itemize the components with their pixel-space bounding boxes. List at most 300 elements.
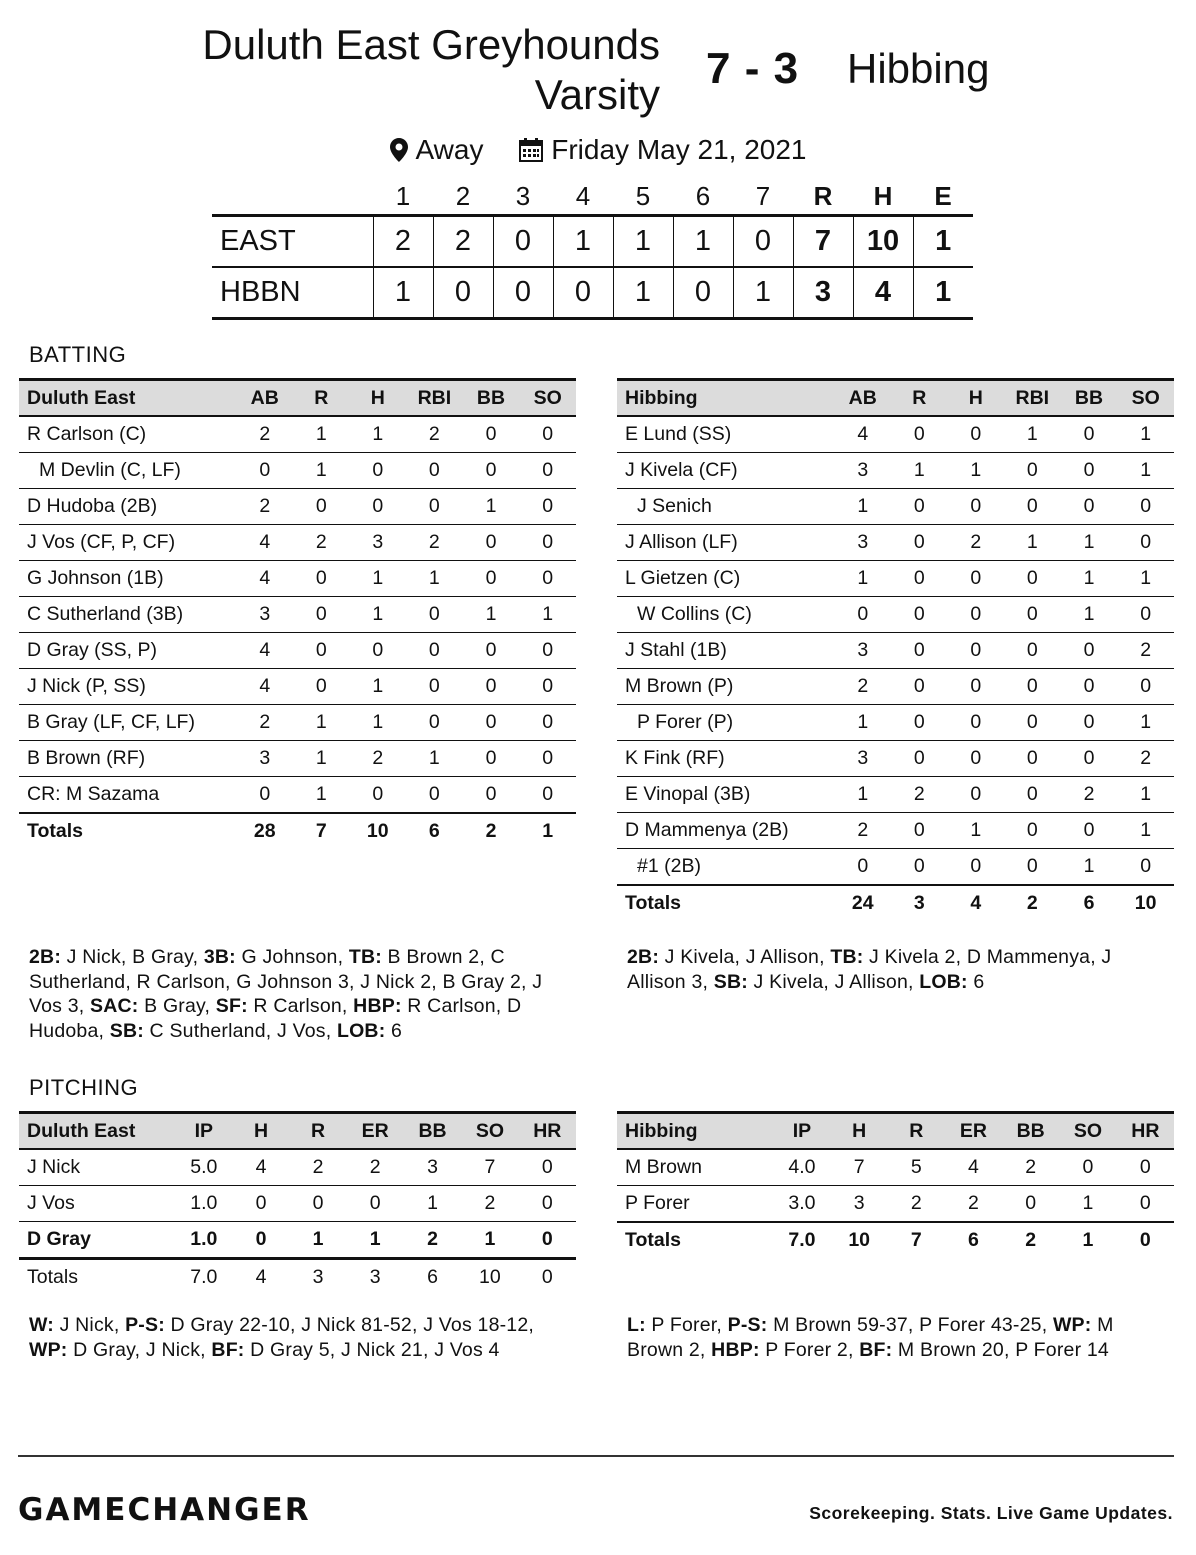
stat-cell: 0: [1004, 669, 1061, 705]
stat-cell: 0: [406, 633, 463, 669]
player-name: B Gray (LF, CF, LF): [19, 705, 236, 741]
stat-cell: 0: [1117, 669, 1174, 705]
line-score-header-4: 4: [575, 180, 591, 211]
note-text: M Brown 2,: [627, 1314, 1114, 1361]
stat-cell: 0: [1117, 1186, 1174, 1223]
stat-cell: 2: [236, 489, 293, 525]
table-row: [617, 669, 1174, 705]
stat-cell: 1: [1004, 525, 1061, 561]
table-row: [617, 1149, 1174, 1186]
table-row: [19, 525, 576, 561]
player-name: J Nick: [19, 1149, 175, 1186]
stat-cell: 2: [945, 1186, 1002, 1223]
home-team-line2: Varsity: [534, 71, 660, 118]
stat-cell: 1: [1117, 705, 1174, 741]
stat-cell: 0: [293, 669, 349, 705]
totals-row: [19, 1259, 576, 1296]
table-header-row: [19, 380, 576, 417]
stat-cell: 0: [891, 813, 947, 849]
stat-cell: 0: [891, 741, 947, 777]
player-name: D Hudoba (2B): [19, 489, 236, 525]
table-team-header: Hibbing: [617, 1113, 773, 1150]
stat-cell: 0: [519, 741, 576, 777]
stat-cell: 0: [948, 489, 1004, 525]
note-label: 3B:: [203, 946, 236, 968]
note-label: HBP:: [711, 1338, 760, 1361]
totals-cell: 7.0: [190, 1266, 218, 1288]
batting-table-away: [617, 378, 1174, 921]
stat-cell: 0: [463, 416, 520, 453]
stat-cell: 0: [463, 525, 520, 561]
column-header-hr: HR: [1117, 1113, 1174, 1150]
stat-cell: 1: [1117, 453, 1174, 489]
footer-tagline: Scorekeeping. Stats. Live Game Updates.: [809, 1503, 1173, 1523]
player-name: J Stahl (1B): [617, 633, 834, 669]
column-header-r: R: [293, 380, 349, 417]
totals-row: [617, 1222, 1174, 1258]
note-text: 6: [967, 970, 985, 993]
totals-cell: 6: [406, 813, 463, 849]
table-row: [19, 669, 576, 705]
totals-cell: 28: [236, 813, 293, 849]
table-row: [617, 561, 1174, 597]
note-text: D Gray, J Nick,: [67, 1338, 212, 1361]
note-text: B Brown 2, C Sutherland, R Carlson, G Johnson 3, J Nick 2, B Gray 2, J Vos 3,: [29, 946, 543, 1017]
player-name: J Vos: [19, 1186, 175, 1222]
stat-cell: 1: [349, 597, 406, 633]
totals-cell: 3: [891, 885, 947, 921]
stat-cell: 3: [831, 1186, 888, 1223]
totals-cell: 10: [479, 1266, 501, 1288]
pitching-notes-home: [29, 1313, 549, 1362]
table-header-row: [617, 1113, 1174, 1150]
note-text: M Brown 59-37, P Forer 43-25,: [767, 1314, 1053, 1336]
column-header-er: ER: [945, 1113, 1002, 1150]
stat-cell: 4.0: [773, 1149, 830, 1186]
stat-cell: 3: [349, 525, 406, 561]
stat-cell: 0: [463, 669, 520, 705]
totals-cell: 6: [427, 1266, 438, 1288]
inning-runs: 0: [493, 216, 553, 268]
note-label: P-S:: [727, 1314, 768, 1336]
column-header-hr: HR: [519, 1113, 576, 1150]
batting-title: BATTING: [29, 342, 127, 367]
stat-cell: 1: [293, 777, 349, 814]
stat-cell: 0: [349, 453, 406, 489]
stat-cell: 1: [1117, 813, 1174, 849]
line-score-team-header: [212, 178, 373, 216]
inning-runs: 2: [373, 216, 433, 268]
stat-cell: 0: [236, 777, 293, 814]
stat-cell: 0: [293, 489, 349, 525]
totals-label: Totals: [19, 813, 236, 849]
batting-table-home: [19, 378, 576, 849]
inning-runs: 1: [673, 216, 733, 268]
stat-cell: 0: [232, 1186, 289, 1222]
table-row: [617, 813, 1174, 849]
stat-cell: 1: [463, 597, 520, 633]
stat-cell: 1: [293, 453, 349, 489]
stat-cell: 2: [888, 1186, 945, 1223]
note-label: WP:: [1052, 1314, 1092, 1336]
player-name: B Brown (RF): [19, 741, 236, 777]
note-label: BF:: [211, 1338, 245, 1361]
line-score-header-2: 2: [455, 180, 471, 211]
totals-cell: 0: [1117, 1222, 1174, 1258]
note-text: R Carlson,: [247, 995, 354, 1017]
stat-cell: 4: [236, 669, 293, 705]
player-name: D Gray (SS, P): [19, 633, 236, 669]
stat-cell: 1: [1117, 561, 1174, 597]
stat-cell: 0: [349, 777, 406, 814]
stat-cell: 0: [1004, 705, 1061, 741]
column-header-er: ER: [347, 1113, 404, 1150]
stat-cell: 1: [834, 561, 891, 597]
stat-cell: 0: [406, 669, 463, 705]
stat-cell: 0: [463, 741, 520, 777]
totals-cell: 6: [945, 1222, 1002, 1258]
stat-cell: 1: [293, 741, 349, 777]
player-name: D Gray: [19, 1222, 175, 1259]
line-score-team: EAST: [212, 216, 373, 268]
column-header-ab: AB: [236, 380, 293, 417]
note-label: TB:: [830, 946, 864, 968]
stat-cell: 0: [1061, 669, 1118, 705]
stat-cell: 0: [406, 489, 463, 525]
line-score-total-r: 3: [793, 267, 853, 319]
pitching-title: PITCHING: [29, 1075, 139, 1100]
stat-cell: 1: [834, 489, 891, 525]
line-score-header-7: 7: [755, 180, 771, 211]
pitching-table-away: [617, 1111, 1174, 1258]
note-text: D Gray 5, J Nick 21, J Vos 4: [244, 1338, 500, 1361]
stat-cell: 1.0: [175, 1222, 232, 1259]
stat-cell: 1: [834, 705, 891, 741]
footer-divider: [18, 1455, 1174, 1457]
stat-cell: 1: [891, 453, 947, 489]
stat-cell: 2: [1061, 777, 1118, 813]
date-text: Friday May 21, 2021: [551, 133, 807, 165]
totals-label: Totals: [617, 1222, 773, 1258]
column-header-bb: BB: [404, 1113, 461, 1150]
stat-cell: 0: [293, 561, 349, 597]
player-name: J Allison (LF): [617, 525, 834, 561]
stat-cell: 0: [236, 453, 293, 489]
stat-cell: 1: [406, 741, 463, 777]
note-text: J Kivela 2, D Mammenya, J Allison 3,: [627, 946, 1112, 993]
stat-cell: 0: [891, 669, 947, 705]
stat-cell: 1: [347, 1222, 404, 1259]
pitching-notes-away: [627, 1313, 1172, 1362]
stat-cell: 5.0: [175, 1149, 232, 1186]
player-name: M Devlin (C, LF): [19, 453, 236, 489]
stat-cell: 2: [1117, 633, 1174, 669]
player-name: #1 (2B): [617, 849, 834, 886]
note-label: BF:: [859, 1338, 893, 1361]
stat-cell: 0: [1061, 416, 1118, 453]
line-score-total-e: 1: [913, 267, 973, 319]
table-row: [19, 597, 576, 633]
totals-cell: 1: [1059, 1222, 1116, 1258]
table-row: [617, 453, 1174, 489]
note-label: L:: [627, 1314, 646, 1336]
column-header-rbi: RBI: [406, 380, 463, 417]
inning-runs: 0: [553, 267, 613, 319]
stat-cell: 2: [347, 1149, 404, 1186]
column-header-bb: BB: [463, 380, 520, 417]
stat-cell: 0: [232, 1222, 289, 1259]
stat-cell: 0: [406, 453, 463, 489]
stat-cell: 0: [1117, 597, 1174, 633]
stat-cell: 0: [519, 633, 576, 669]
stat-cell: 2: [293, 525, 349, 561]
stat-cell: 1: [406, 561, 463, 597]
line-score-total-r: 7: [793, 216, 853, 268]
stat-cell: 0: [463, 633, 520, 669]
player-name: J Kivela (CF): [617, 453, 834, 489]
table-row: [19, 705, 576, 741]
stat-cell: 3: [834, 525, 891, 561]
player-name: E Lund (SS): [617, 416, 834, 453]
table-row: [19, 1222, 576, 1259]
stat-cell: 2: [834, 813, 891, 849]
column-header-h: H: [948, 380, 1004, 417]
totals-cell: 24: [834, 885, 891, 921]
player-name: R Carlson (C): [19, 416, 236, 453]
pitching-table-home: [19, 1111, 576, 1295]
totals-cell: 0: [541, 1266, 553, 1288]
inning-runs: 0: [433, 267, 493, 319]
stat-cell: 0: [891, 597, 947, 633]
totals-cell: 1: [519, 813, 576, 849]
note-text: R Carlson, D Hudoba,: [29, 995, 522, 1042]
stat-cell: 1: [834, 777, 891, 813]
totals-cell: 7: [888, 1222, 945, 1258]
stat-cell: 4: [834, 416, 891, 453]
note-label: TB:: [348, 946, 382, 968]
stat-cell: 0: [519, 669, 576, 705]
stat-cell: 0: [519, 777, 576, 814]
totals-cell: 7.0: [773, 1222, 830, 1258]
player-name: J Vos (CF, P, CF): [19, 525, 236, 561]
player-name: G Johnson (1B): [19, 561, 236, 597]
table-team-header: Duluth East: [19, 380, 236, 417]
stat-cell: 0: [1117, 849, 1174, 886]
line-score-header-h: H: [873, 180, 893, 211]
totals-cell: 7: [293, 813, 349, 849]
note-text: B Gray,: [138, 995, 216, 1017]
note-text: M Brown 20, P Forer 14: [892, 1338, 1109, 1361]
player-name: L Gietzen (C): [617, 561, 834, 597]
player-name: C Sutherland (3B): [19, 597, 236, 633]
stat-cell: 0: [948, 561, 1004, 597]
batting-notes-away: [627, 945, 1172, 994]
note-label: SAC:: [90, 995, 139, 1017]
stat-cell: 0: [1004, 489, 1061, 525]
stat-cell: 0: [891, 705, 947, 741]
line-score-header-5: 5: [635, 180, 651, 211]
line-score-header-6: 6: [695, 180, 711, 211]
inning-runs: 2: [433, 216, 493, 268]
stat-cell: 1: [1061, 597, 1118, 633]
stat-cell: 0: [1061, 741, 1118, 777]
stat-cell: 0: [406, 777, 463, 814]
column-header-ip: IP: [773, 1113, 830, 1150]
stat-cell: 0: [519, 416, 576, 453]
stat-cell: 2: [891, 777, 947, 813]
player-name: W Collins (C): [617, 597, 834, 633]
stat-cell: 1: [349, 416, 406, 453]
gamechanger-logo: GAMECHANGER: [18, 1492, 311, 1528]
stat-cell: 0: [406, 597, 463, 633]
table-row: [19, 777, 576, 814]
stat-cell: 0: [290, 1186, 347, 1222]
table-header-row: [19, 1113, 576, 1150]
note-label: W:: [29, 1314, 54, 1336]
stat-cell: 0: [519, 705, 576, 741]
table-row: [617, 525, 1174, 561]
stat-cell: 1: [349, 669, 406, 705]
stat-cell: 1: [1004, 416, 1061, 453]
player-name: D Mammenya (2B): [617, 813, 834, 849]
stat-cell: 4: [236, 525, 293, 561]
note-text: J Nick,: [53, 1314, 126, 1336]
stat-cell: 0: [948, 597, 1004, 633]
stat-cell: 1: [349, 561, 406, 597]
note-label: LOB:: [336, 1019, 386, 1042]
stat-cell: 0: [891, 849, 947, 886]
stat-cell: 2: [404, 1222, 461, 1259]
note-label: WP:: [29, 1338, 68, 1361]
table-row: [617, 741, 1174, 777]
game-date: [519, 132, 806, 168]
stat-cell: 1: [1061, 561, 1118, 597]
line-score: [212, 178, 973, 320]
stat-cell: 0: [406, 705, 463, 741]
stat-cell: 0: [1004, 777, 1061, 813]
line-score-total-h: 10: [853, 216, 913, 268]
column-header-rbi: RBI: [1004, 380, 1061, 417]
stat-cell: 0: [519, 1149, 576, 1186]
stat-cell: 2: [349, 741, 406, 777]
stat-cell: 0: [948, 705, 1004, 741]
location: [390, 132, 484, 168]
table-row: [19, 1186, 576, 1222]
column-header-h: H: [232, 1113, 289, 1150]
table-row: [617, 489, 1174, 525]
note-text: J Nick, B Gray,: [61, 946, 204, 968]
column-header-r: R: [290, 1113, 347, 1150]
table-row: [19, 741, 576, 777]
stat-cell: 0: [948, 633, 1004, 669]
totals-cell: 4: [948, 885, 1004, 921]
stat-cell: 0: [1004, 849, 1061, 886]
table-team-header: Hibbing: [617, 380, 834, 417]
stat-cell: 1: [948, 453, 1004, 489]
line-score-header-3: 3: [515, 180, 531, 211]
column-header-r: R: [891, 380, 947, 417]
totals-cell: 2: [1004, 885, 1061, 921]
totals-cell: 3: [369, 1266, 381, 1288]
player-name: K Fink (RF): [617, 741, 834, 777]
column-header-h: H: [831, 1113, 888, 1150]
table-row: [617, 416, 1174, 453]
column-header-ip: IP: [175, 1113, 232, 1150]
stat-cell: 0: [948, 741, 1004, 777]
totals-row: [19, 813, 576, 849]
inning-runs: 1: [553, 216, 613, 268]
inning-runs: 0: [673, 267, 733, 319]
stat-cell: 0: [463, 561, 520, 597]
stat-cell: 0: [1004, 597, 1061, 633]
stat-cell: 5: [888, 1149, 945, 1186]
stat-cell: 0: [948, 416, 1004, 453]
stat-cell: 1: [1059, 1186, 1116, 1223]
stat-cell: 0: [293, 597, 349, 633]
totals-label: Totals: [617, 885, 834, 921]
column-header-bb: BB: [1061, 380, 1118, 417]
table-row: [617, 1186, 1174, 1223]
note-label: SF:: [215, 995, 248, 1017]
stat-cell: 0: [1061, 489, 1118, 525]
note-text: J Kivela, J Allison,: [659, 946, 831, 968]
stat-cell: 1: [461, 1222, 518, 1259]
totals-cell: 2: [1002, 1222, 1059, 1258]
column-header-h: H: [349, 380, 406, 417]
totals-label: Totals: [27, 1266, 78, 1288]
stat-cell: 3.0: [773, 1186, 830, 1223]
stat-cell: 2: [834, 669, 891, 705]
table-row: [19, 416, 576, 453]
totals-cell: 10: [1117, 885, 1174, 921]
stat-cell: 2: [1117, 741, 1174, 777]
stat-cell: 1.0: [175, 1186, 232, 1222]
line-score-header-r: R: [813, 180, 833, 211]
column-header-so: SO: [1059, 1113, 1116, 1150]
note-label: P-S:: [125, 1314, 165, 1336]
stat-cell: 0: [519, 1222, 576, 1259]
stat-cell: 1: [1061, 525, 1118, 561]
stat-cell: 0: [948, 777, 1004, 813]
table-row: [617, 849, 1174, 886]
table-row: [617, 633, 1174, 669]
column-header-so: SO: [1117, 380, 1174, 417]
note-text: P Forer,: [645, 1314, 728, 1336]
table-row: [617, 597, 1174, 633]
line-score-header-e: E: [934, 180, 952, 211]
stat-cell: 0: [519, 489, 576, 525]
stat-cell: 1: [293, 705, 349, 741]
table-header-row: [617, 380, 1174, 417]
stat-cell: 0: [1117, 525, 1174, 561]
player-name: P Forer: [617, 1186, 773, 1223]
stat-cell: 0: [1117, 1149, 1174, 1186]
player-name: E Vinopal (3B): [617, 777, 834, 813]
stat-cell: 0: [834, 849, 891, 886]
stat-cell: 0: [463, 777, 520, 814]
stat-cell: 2: [406, 525, 463, 561]
player-name: M Brown: [617, 1149, 773, 1186]
inning-runs: 1: [613, 267, 673, 319]
stat-cell: 1: [519, 597, 576, 633]
stat-cell: 0: [1004, 453, 1061, 489]
line-score-row: [212, 216, 973, 268]
stat-cell: 3: [236, 597, 293, 633]
stat-cell: 1: [463, 489, 520, 525]
totals-cell: 6: [1061, 885, 1118, 921]
stat-cell: 0: [834, 597, 891, 633]
column-header-bb: BB: [1002, 1113, 1059, 1150]
